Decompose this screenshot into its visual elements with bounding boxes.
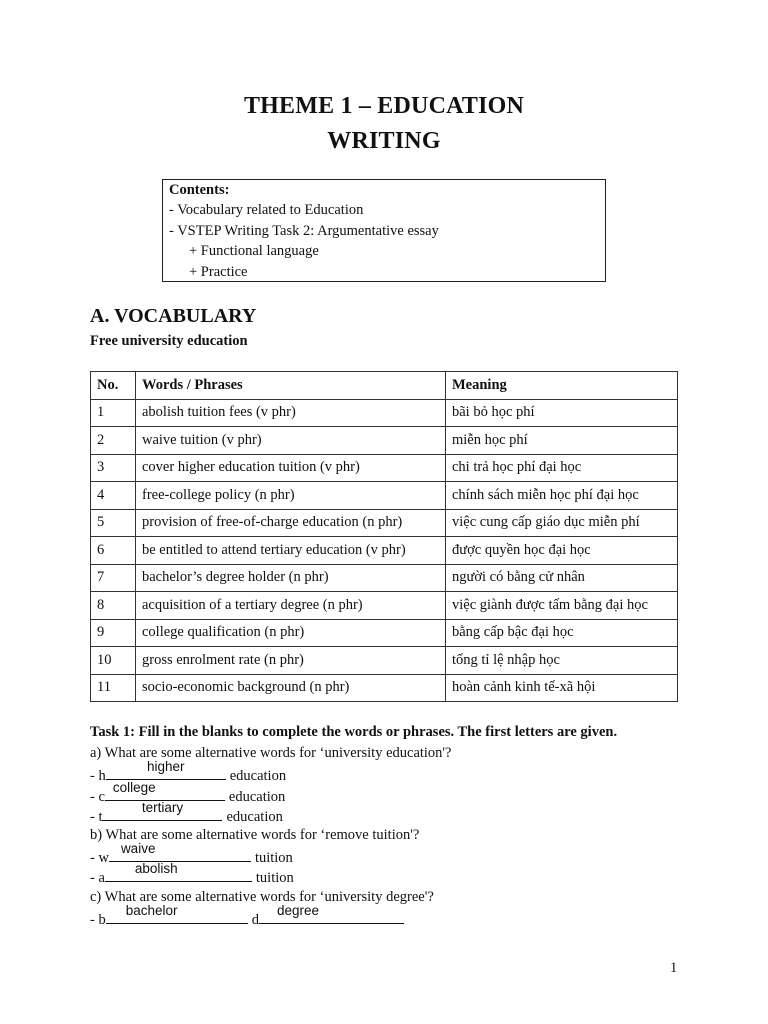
fill-prefix: - t [90, 809, 103, 825]
cell-phrase: bachelor’s degree holder (n phr) [136, 564, 446, 592]
answer-blank [259, 903, 404, 924]
table-row [91, 482, 678, 510]
cell-meaning: bãi bỏ học phí [446, 399, 678, 427]
fill-line [90, 861, 294, 886]
cell-phrase: acquisition of a tertiary degree (n phr) [136, 592, 446, 620]
answer-blank [105, 861, 252, 882]
fill-line [90, 903, 408, 928]
fill-prefix: - c [90, 789, 105, 805]
cell-phrase: abolish tuition fees (v phr) [136, 399, 446, 427]
cell-no: 7 [91, 564, 136, 592]
cell-meaning: người có bằng cử nhân [446, 564, 678, 592]
cell-no: 5 [91, 509, 136, 537]
question-b: b) What are some alternative words for ‘remove tuition'? [90, 827, 420, 843]
cell-meaning: việc cung cấp giáo dục miễn phí [446, 509, 678, 537]
answer-text: bachelor [125, 903, 178, 918]
column-header-no: No. [91, 372, 136, 400]
table-row [91, 427, 678, 455]
cell-no: 8 [91, 592, 136, 620]
cell-phrase: waive tuition (v phr) [136, 427, 446, 455]
cell-meaning: hoàn cảnh kinh tế-xã hội [446, 674, 678, 702]
answer-text: waive [120, 841, 156, 856]
table-row [91, 592, 678, 620]
fill-prefix: - h [90, 768, 106, 784]
cell-meaning: bằng cấp bậc đại học [446, 619, 678, 647]
contents-box [162, 179, 606, 282]
table-row [91, 619, 678, 647]
cell-no: 9 [91, 619, 136, 647]
table-row [91, 454, 678, 482]
contents-subitem: + Practice [189, 264, 248, 280]
cell-meaning: chi trả học phí đại học [446, 454, 678, 482]
fill-prefix: - a [90, 870, 105, 886]
table-row [91, 674, 678, 702]
table-row [91, 647, 678, 675]
cell-phrase: be entitled to attend tertiary education (v phr) [136, 537, 446, 565]
answer-blank [102, 800, 222, 821]
cell-no: 3 [91, 454, 136, 482]
cell-no: 2 [91, 427, 136, 455]
page-number: 1 [670, 960, 678, 976]
cell-phrase: provision of free-of-charge education (n phr) [136, 509, 446, 537]
table-row [91, 564, 678, 592]
question-a: a) What are some alternative words for ‘university education'? [90, 745, 452, 761]
cell-no: 4 [91, 482, 136, 510]
page-subtitle: WRITING [327, 128, 441, 154]
cell-phrase: cover higher education tuition (v phr) [136, 454, 446, 482]
table-row [91, 537, 678, 565]
page-title: THEME 1 – EDUCATION [243, 93, 525, 119]
cell-phrase: free-college policy (n phr) [136, 482, 446, 510]
column-header-words: Words / Phrases [136, 372, 446, 400]
cell-phrase: socio-economic background (n phr) [136, 674, 446, 702]
fill-prefix: - w [90, 850, 109, 866]
question-c: c) What are some alternative words for ‘university degree'? [90, 889, 434, 905]
answer-text: higher [146, 759, 185, 774]
column-header-meaning: Meaning [446, 372, 678, 400]
cell-meaning: chính sách miễn học phí đại học [446, 482, 678, 510]
answer-text: college [112, 780, 156, 795]
cell-phrase: college qualification (n phr) [136, 619, 446, 647]
cell-meaning: được quyền học đại học [446, 537, 678, 565]
section-subheading: Free university education [90, 333, 248, 349]
fill-suffix: education [226, 809, 283, 825]
cell-no: 10 [91, 647, 136, 675]
fill-suffix: education [229, 768, 287, 784]
answer-text: tertiary [141, 800, 184, 815]
answer-text: degree [276, 903, 320, 918]
cell-meaning: miễn học phí [446, 427, 678, 455]
contents-item: - VSTEP Writing Task 2: Argumentative essay [169, 223, 439, 239]
vocabulary-table [90, 371, 678, 702]
fill-prefix: - b [90, 912, 106, 928]
cell-no: 6 [91, 537, 136, 565]
contents-subitem: + Functional language [189, 243, 319, 259]
cell-no: 11 [91, 674, 136, 702]
table-row [91, 399, 678, 427]
fill-suffix: tuition [254, 850, 293, 866]
table-header-row [91, 372, 678, 400]
cell-phrase: gross enrolment rate (n phr) [136, 647, 446, 675]
cell-no: 1 [91, 399, 136, 427]
answer-blank [106, 903, 248, 924]
fill-prefix: d [251, 912, 259, 928]
answer-text: abolish [134, 861, 178, 876]
section-heading: A. VOCABULARY [90, 305, 257, 327]
fill-suffix: tuition [255, 870, 294, 886]
contents-item: - Vocabulary related to Education [169, 202, 364, 218]
fill-suffix: education [228, 789, 286, 805]
cell-meaning: việc giành được tấm bằng đại học [446, 592, 678, 620]
fill-line [90, 800, 283, 825]
task1-title: Task 1: Fill in the blanks to complete the words or phrases. The first letters are given. [90, 724, 618, 740]
cell-meaning: tổng tỉ lệ nhập học [446, 647, 678, 675]
table-row [91, 509, 678, 537]
contents-heading: Contents: [169, 182, 230, 198]
